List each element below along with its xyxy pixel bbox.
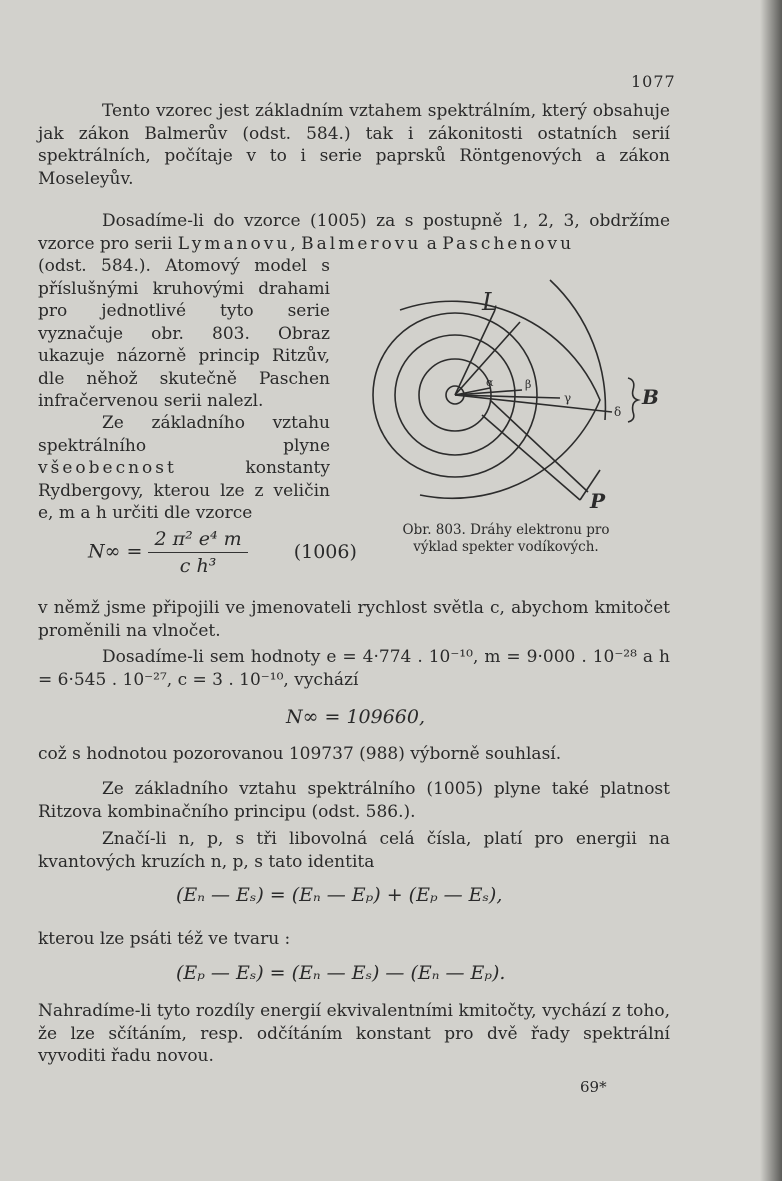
paragraph-6: což s hodnotou pozorovanou 109737 (988) výborně souhlasí. (38, 744, 562, 764)
orbit-6 (550, 280, 605, 420)
label-delta: δ (614, 405, 622, 419)
figure-caption (376, 522, 636, 556)
paragraph-7: Ze základního vztahu spektrálního (1005) plyne také platnost Ritzova kombinačního principu (odst. 586.). (38, 779, 670, 822)
electron-orbits-diagram (350, 270, 659, 520)
paragraph-9: kterou lze psáti též ve tvaru : (38, 929, 291, 949)
equation-1006-denominator: c h³ (179, 555, 217, 577)
paragraph-2-end: (odst. 584.). Atomový model s příslušnými kruhovými drahami pro jednotlivé tyto serie vyznačuje obr. 803. Obraz ukazuje názorně princip Ritzův, dle něhož skutečně Paschen infračervenou serii nalezl. (38, 256, 330, 411)
label-alpha: α (486, 376, 494, 389)
paragraph-2-start: Dosadíme-li do vzorce (1005) za s postupně 1, 2, 3, obdržíme vzorce pro serii (38, 211, 670, 254)
equation-1006-numerator: 2 π² e⁴ m (148, 528, 247, 553)
figure-caption-line-2: výklad spekter vodíkových. (413, 539, 599, 555)
identity-equation-1: (Eₙ — Eₛ) = (Eₙ — Eₚ) + (Eₚ — Eₛ), (176, 884, 503, 906)
identity-equation-2: (Eₚ — Eₛ) = (Eₙ — Eₛ) — (Eₙ — Eₚ). (176, 962, 506, 984)
paragraph-3 (38, 412, 330, 525)
label-L: L (482, 288, 498, 316)
label-beta: β (525, 378, 532, 391)
paragraph-8: Značí-li n, p, s tři libovolná celá čísla, platí pro energii na kvantových kruzích n, p, s tato identita (38, 829, 670, 872)
paragraph-2-intro: Dosadíme-li do vzorce (1005) za s postupně 1, 2, 3, obdržíme vzorce pro serii Lymanovu, Balmerovu a Paschenovu (38, 211, 670, 254)
label-gamma: γ (564, 391, 572, 405)
page-number: 1077 (631, 72, 676, 91)
paragraph-1: Tento vzorec jest základním vztahem spektrálním, který obsahuje jak zákon Balmerův (odst. 584.) tak i zákonitosti ostatních serií spektrálních, počítaje v to i serie paprsků Röntgenových a zákon Moseleyův. (38, 101, 670, 189)
paragraph-3-b: konstanty Rydbergovy, kterou lze z veličin e, m a h určiti dle vzorce (38, 458, 330, 523)
paragraph-10: Nahradíme-li tyto rozdíly energií ekvivalentními kmitočty, vychází z toho, že lze sčítáním, resp. odčítáním konstant pro dvě řady spektrální vyvoditi řadu novou. (38, 1001, 670, 1066)
page-edge-shadow (760, 0, 782, 1181)
series-lyman: Lymanovu (177, 233, 291, 254)
equation-value: N∞ = 109660, (286, 706, 426, 728)
figure-caption-line-1: Obr. 803. Dráhy elektronu pro (402, 522, 610, 538)
equation-1006-fraction (148, 528, 247, 577)
equation-1006 (88, 528, 357, 577)
equation-1006-tag: (1006) (293, 540, 357, 563)
series-paschen: Paschenovu (442, 233, 575, 254)
paragraph-3-a: Ze základního vztahu spektrálního plyne (38, 413, 330, 456)
footer-signature: 69* (580, 1078, 607, 1096)
conjunction: a (421, 233, 443, 254)
label-P: P (590, 489, 606, 513)
equation-1006-lhs: N∞ = (88, 540, 143, 563)
paragraph-5: Dosadíme-li sem hodnoty e = 4·774 . 10⁻¹⁰, m = 9·000 . 10⁻²⁸ a h = 6·545 . 10⁻²⁷, c = 3 . 10⁻¹⁰, vychází (38, 647, 670, 690)
series-balmer: Balmerovu (301, 233, 422, 254)
paragraph-4: v němž jsme připojili ve jmenovateli rychlost světla c, abychom kmitočet proměnili na vlnočet. (38, 598, 670, 641)
paragraph-3-spaced: všeobecnost (38, 458, 177, 478)
label-B: B (642, 385, 659, 409)
